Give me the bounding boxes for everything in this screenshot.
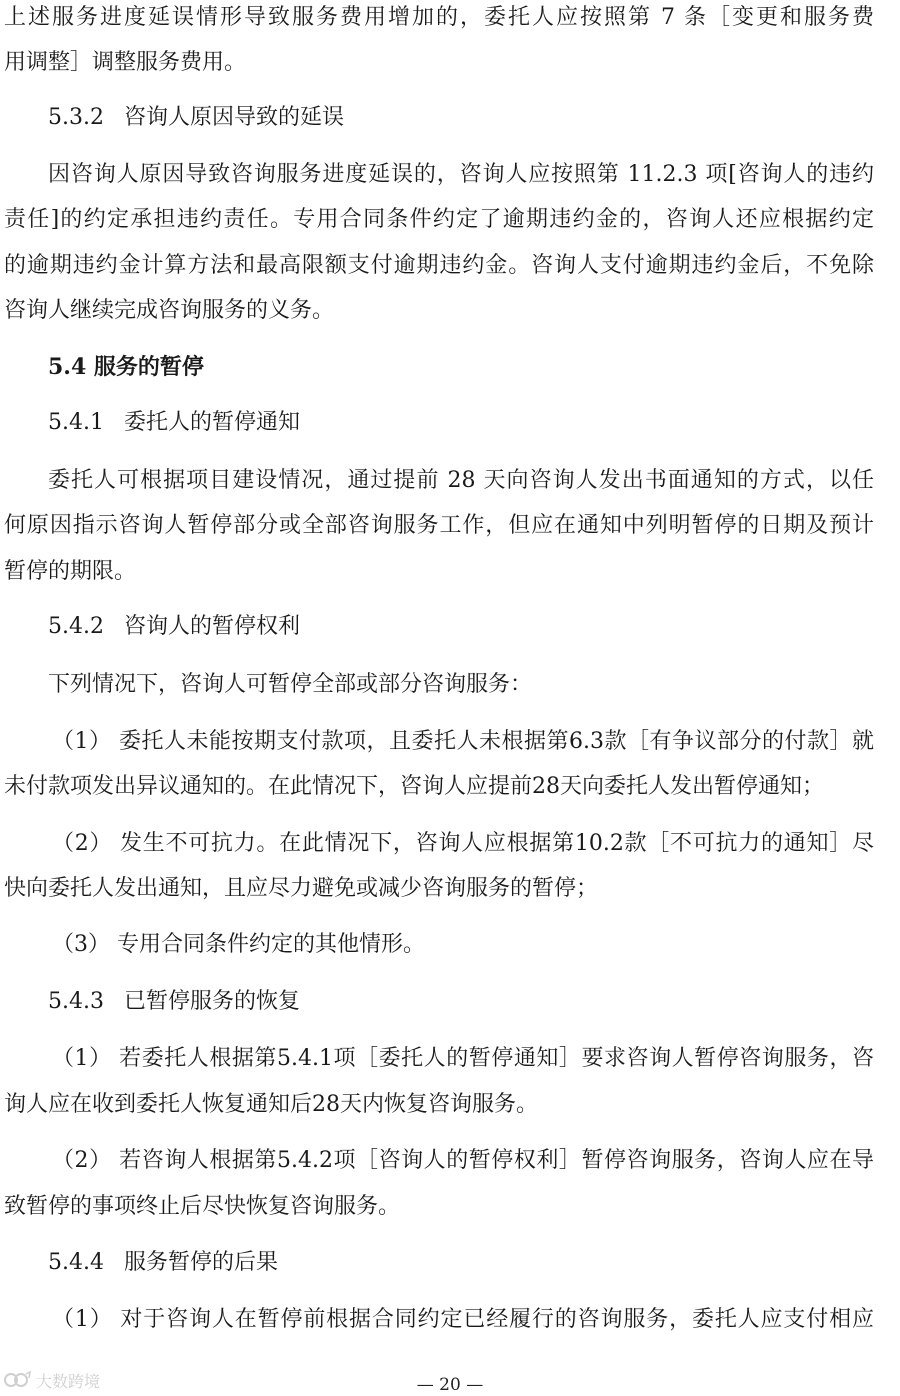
section-title: 服务暂停的后果 (124, 1250, 279, 1275)
section-heading-5-4-4 (48, 1248, 278, 1278)
section-number: 5.4.3 (48, 989, 104, 1014)
section-number: 5.4.4 (48, 1250, 104, 1275)
list-item-line: （2） 发生不可抗力。在此情况下，咨询人应根据第10.2款［不可抗力的通知］尽 (52, 831, 874, 856)
list-item-line: 未付款项发出异议通知的。在此情况下，咨询人应提前28天向委托人发出暂停通知； (4, 774, 824, 799)
paragraph-line: 责任]的约定承担违约责任。专用合同条件约定了逾期违约金的，咨询人还应根据约定 (4, 207, 874, 232)
paragraph-line: 下列情况下，咨询人可暂停全部或部分咨询服务： (48, 672, 533, 697)
paragraph-line: 上述服务进度延误情形导致服务费用增加的，委托人应按照第 7 条［变更和服务费 (4, 5, 874, 30)
page-number: — 20 — (416, 1375, 484, 1395)
paragraph-line: 暂停的期限。 (4, 559, 137, 584)
paragraph-line: 因咨询人原因导致咨询服务进度延误的，咨询人应按照第 11.2.3 项[咨询人的违约 (48, 162, 874, 187)
section-heading-5-3-2 (48, 103, 344, 133)
list-item-line: （3） 专用合同条件约定的其他情形。 (52, 932, 425, 957)
list-item-line: （1） 若委托人根据第5.4.1项［委托人的暂停通知］要求咨询人暂停咨询服务，咨 (52, 1046, 874, 1071)
section-title: 咨询人的暂停权利 (124, 614, 301, 639)
paragraph-line: 用调整］调整服务费用。 (4, 50, 247, 75)
section-heading-5-4-2 (48, 612, 300, 642)
section-title: 已暂停服务的恢复 (124, 989, 301, 1014)
section-heading-5-4-3 (48, 987, 300, 1017)
section-heading-5-4: 5.4 服务的暂停 (48, 354, 204, 380)
list-item-line: （1） 委托人未能按期支付款项，且委托人未根据第6.3款［有争议部分的付款］就 (52, 729, 874, 754)
section-title: 委托人的暂停通知 (124, 410, 301, 435)
list-item-line: 快向委托人发出通知，且应尽力避免或减少咨询服务的暂停； (4, 876, 599, 901)
section-number: 5.4.1 (48, 410, 104, 435)
watermark-text: 大数跨境 (36, 1371, 101, 1391)
section-heading-5-4-1 (48, 408, 300, 438)
section-number: 5.4.2 (48, 614, 104, 639)
paragraph-line: 何原因指示咨询人暂停部分或全部咨询服务工作，但应在通知中列明暂停的日期及预计 (4, 513, 874, 538)
paragraph-line: 的逾期违约金计算方法和最高限额支付逾期违约金。咨询人支付逾期违约金后，不免除 (4, 253, 874, 278)
list-item-line: （1） 对于咨询人在暂停前根据合同约定已经履行的咨询服务，委托人应支付相应 (52, 1307, 874, 1332)
paragraph-line: 咨询人继续完成咨询服务的义务。 (4, 298, 335, 323)
list-item-line: （2） 若咨询人根据第5.4.2项［咨询人的暂停权利］暂停咨询服务，咨询人应在导 (52, 1148, 874, 1173)
section-title: 咨询人原因导致的延误 (124, 105, 345, 130)
paragraph-line: 委托人可根据项目建设情况，通过提前 28 天向咨询人发出书面通知的方式，以任 (48, 468, 874, 493)
list-item-line: 询人应在收到委托人恢复通知后28天内恢复咨询服务。 (4, 1092, 538, 1117)
section-number: 5.3.2 (48, 105, 104, 130)
list-item-line: 致暂停的事项终止后尽快恢复咨询服务。 (4, 1194, 401, 1219)
